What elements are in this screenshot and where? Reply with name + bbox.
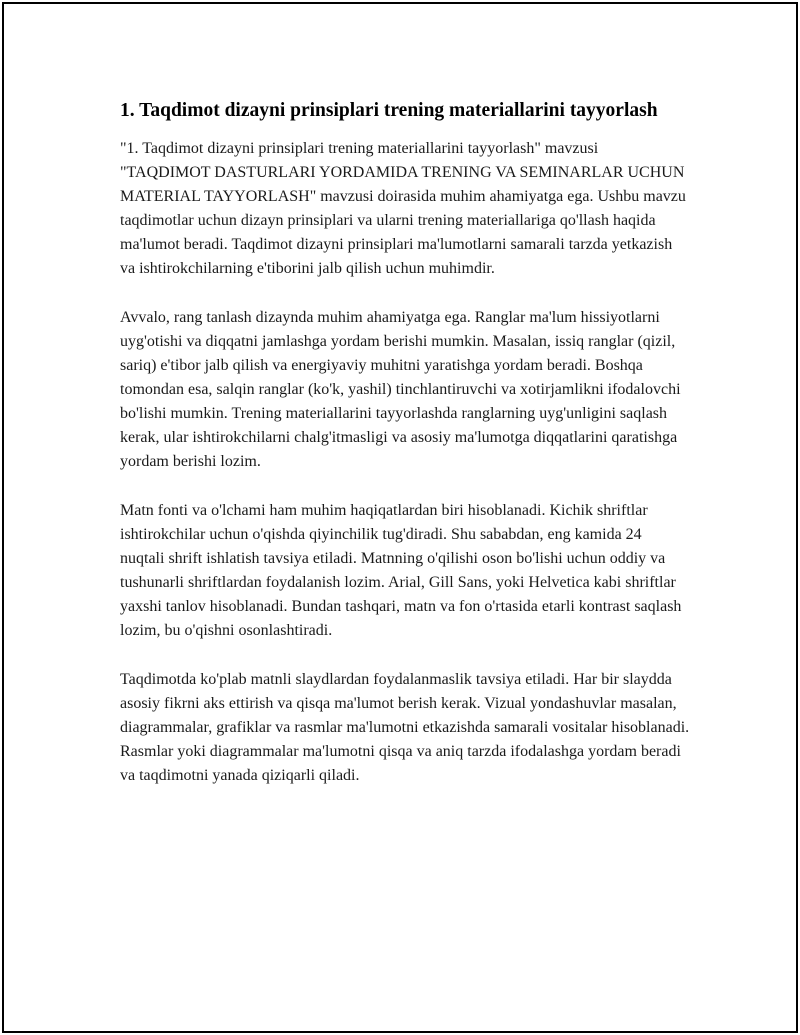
page-frame <box>2 2 798 1033</box>
paragraph-visual-approach: Taqdimotda ko'plab matnli slaydlardan foydalanmaslik tavsiya etiladi. Har bir slaydda asosiy fikrni aks ettirish va qisqa ma'lumot berish kerak. Vizual yondashuvlar masalan, diagrammalar, grafiklar va rasmlar ma'lumotni etkazishda samarali vositalar hisoblanadi. Rasmlar yoki diagrammalar ma'lumotni qisqa va aniq tarzda ifodalashga yordam beradi va taqdimotni yanada qiziqarli qiladi. <box>120 671 690 784</box>
document-title: 1. Taqdimot dizayni prinsiplari trening materiallarini tayyorlash <box>120 100 658 121</box>
paragraph-font-size: Matn fonti va o'lchami ham muhim haqiqatlardan biri hisoblanadi. Kichik shriftlar ishtirokchilar uchun o'qishda qiyinchilik tug'diradi. Shu sababdan, eng kamida 24 nuqtali shrift ishlatish tavsiya etiladi. Matnning o'qilishi oson bo'lishi uchun oddiy va tushunarli shriftlardan foydalanish lozim. Arial, Gill Sans, yoki Helvetica kabi shriftlar yaxshi tanlov hisoblanadi. Bundan tashqari, matn va fon o'rtasida etarli kontrast saqlash lozim, bu o'qishni osonlashtiradi. <box>120 502 682 639</box>
paragraph-intro: "1. Taqdimot dizayni prinsiplari trening materiallarini tayyorlash" mavzusi "TAQDIMOT DASTURLARI YORDAMIDA TRENING VA SEMINARLAR UCHUN MATERIAL TAYYORLASH" mavzusi doirasida muhim ahamiyatga ega. Ushbu mavzu taqdimotlar uchun dizayn prinsiplari va ularni trening materiallariga qo'llash haqida ma'lumot beradi. Taqdimot dizayni prinsiplari ma'lumotlarni samarali tarzda yetkazish va ishtirokchilarning e'tiborini jalb qilish uchun muhimdir. <box>120 140 686 277</box>
paragraph-color-choice: Avvalo, rang tanlash dizaynda muhim ahamiyatga ega. Ranglar ma'lum hissiyotlarni uyg'otishi va diqqatni jamlashga yordam berishi mumkin. Masalan, issiq ranglar (qizil, sariq) e'tibor jalb qilish va energiyaviy muhitni yaratishga yordam beradi. Boshqa tomondan esa, salqin ranglar (ko'k, yashil) tinchlantiruvchi va xotirjamlikni ifodalovchi bo'lishi mumkin. Trening materiallarini tayyorlashda ranglarning uyg'unligini saqlash kerak, ular ishtirokchilarni chalg'itmasligi va asosiy ma'lumotga diqqatlarini qaratishga yordam berishi lozim. <box>120 309 681 470</box>
document-body <box>120 96 690 813</box>
